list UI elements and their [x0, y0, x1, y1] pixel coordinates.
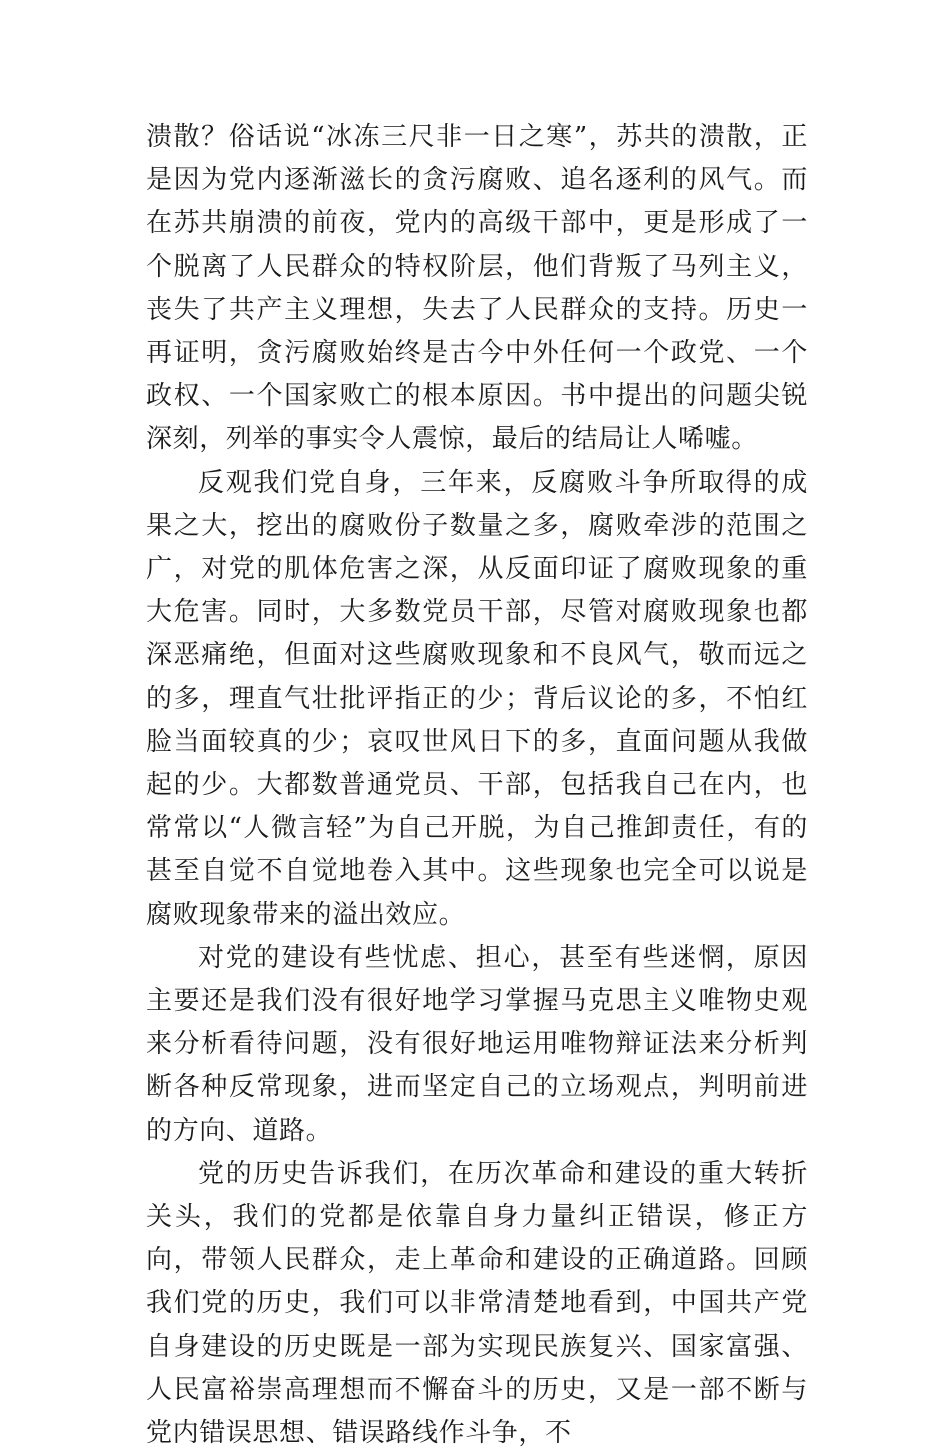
paragraph-3: 对党的建设有些忧虑、担心，甚至有些迷惘，原因主要还是我们没有很好地学习掌握马克思主义唯物史观来分析看待问题，没有很好地运用唯物辩证法来分析判断各种反常现象，进而坚定自己的立场观点，判明前进的方向、道路。: [146, 942, 808, 1146]
paragraph-1: 溃散？俗话说“冰冻三尺非一日之寒”，苏共的溃散，正是因为党内逐渐滋长的贪污腐败、追名逐利的风气。而在苏共崩溃的前夜，党内的高级干部中，更是形成了一个脱离了人民群众的特权阶层，他们背叛了马列主义，丧失了共产主义理想，失去了人民群众的支持。历史一再证明，贪污腐败始终是古今中外任何一个政党、一个政权、一个国家败亡的根本原因。书中提出的问题尖锐深刻，列举的事实令人震惊，最后的结局让人唏嘘。: [146, 122, 808, 455]
paragraph-4: 党的历史告诉我们，在历次革命和建设的重大转折关头，我们的党都是依靠自身力量纠正错误，修正方向，带领人民群众，走上革命和建设的正确道路。回顾我们党的历史，我们可以非常清楚地看到，中国共产党自身建设的历史既是一部为实现民族复兴、国家富强、人民富裕崇高理想而不懈奋斗的历史，又是一部不断与党内错误思想、错误路线作斗争，不: [146, 1158, 808, 1449]
paragraph-2: 反观我们党自身，三年来，反腐败斗争所取得的成果之大，挖出的腐败份子数量之多，腐败牵涉的范围之广，对党的肌体危害之深，从反面印证了腐败现象的重大危害。同时，大多数党员干部，尽管对腐败现象也都深恶痛绝，但面对这些腐败现象和不良风气，敬而远之的多，理直气壮批评指正的少；背后议论的多，不怕红脸当面较真的少；哀叹世风日下的多，直面问题从我做起的少。大都数普通党员、干部，包括我自己在内，也常常以“人微言轻”为自己开脱，为自己推卸责任，有的甚至自觉不自觉地卷入其中。这些现象也完全可以说是腐败现象带来的溢出效应。: [146, 467, 808, 930]
body-text: [146, 116, 808, 1455]
